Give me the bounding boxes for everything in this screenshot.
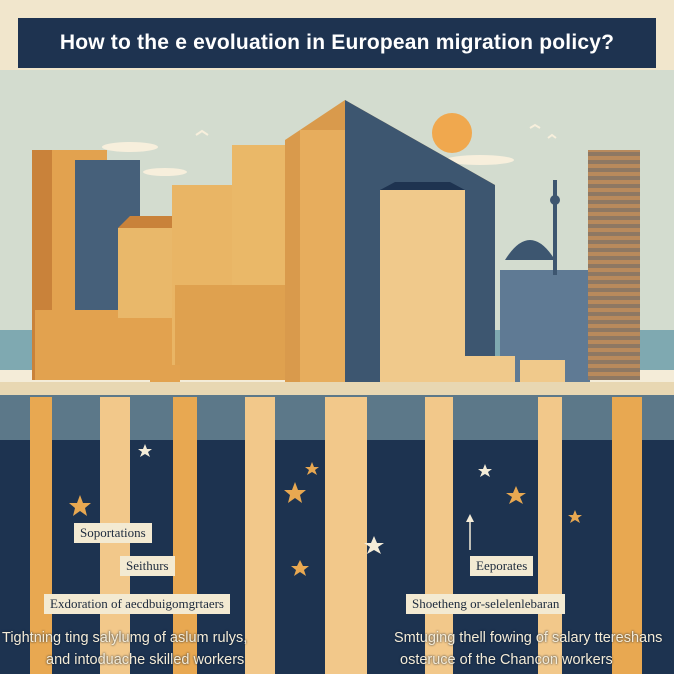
right-label-1: Eeporates — [470, 556, 533, 576]
ground — [0, 382, 674, 396]
building — [175, 285, 285, 380]
left-label-2: Seithurs — [120, 556, 175, 576]
page-title: How to the e evoluation in European migration policy? — [18, 18, 656, 68]
truck-icon — [150, 365, 180, 383]
right-caption-line1: Smtuging thell fowing of salary ttereshans — [394, 630, 663, 646]
left-label-3: Exdoration of aecdbuigomgrtaers — [44, 594, 230, 614]
truck-icon — [455, 356, 515, 386]
cloud — [102, 142, 158, 152]
cloud — [143, 168, 187, 176]
left-label-1: Soportations — [74, 523, 152, 543]
right-caption-line2: osteruce of the Chancon workers — [400, 652, 613, 668]
building — [118, 228, 173, 318]
sun-icon — [432, 113, 472, 153]
right-label-2: Shoetheng or-selelenlebaran — [406, 594, 565, 614]
left-caption-line2: and intoduache skilled workers — [46, 652, 245, 668]
tv-tower — [553, 180, 557, 275]
left-caption-line1: Tightning ting salylumg of aslum rulys, — [2, 630, 248, 646]
classic-building — [380, 190, 465, 385]
